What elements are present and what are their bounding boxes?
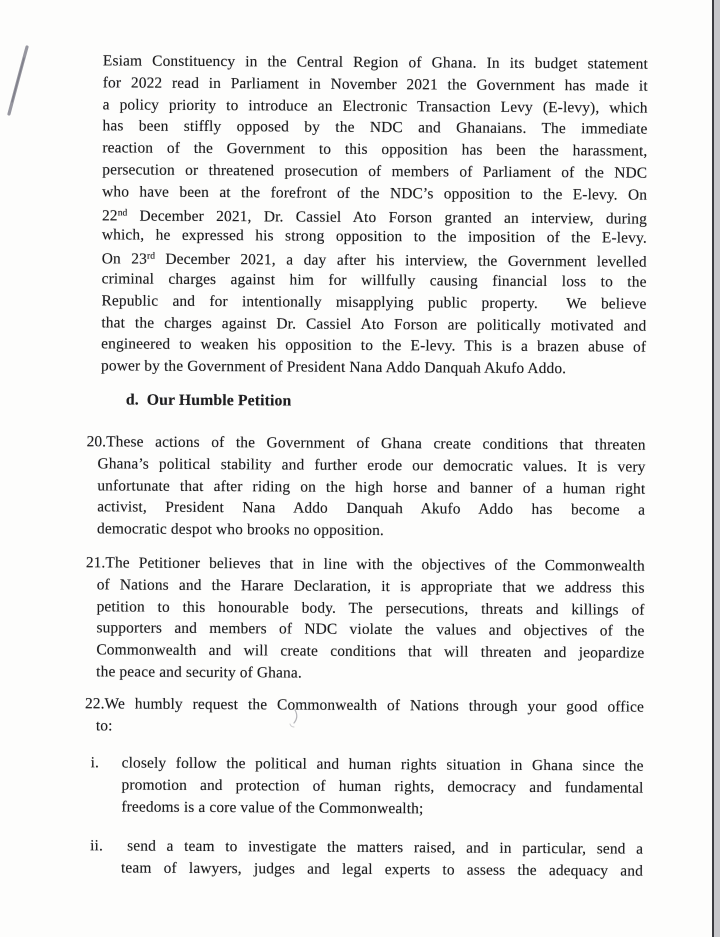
text-line: reaction of the Government to this opposition has been the harassment, (102, 139, 648, 160)
text-line: criminal charges against him for willfully causing financial loss to the (101, 270, 647, 291)
text-line (85, 693, 644, 718)
text-line: a policy priority to introduce an Electronic Transaction Levy (E-levy), which (102, 95, 648, 117)
text-line (86, 552, 645, 577)
text-line: Commonwealth and will create conditions that will threaten and jeopardize (96, 641, 645, 662)
paragraph-number: 20. (86, 433, 107, 451)
text-line: of Nations and the Harare Declaration, it is appropriate that we address this (96, 576, 645, 597)
section-heading (126, 389, 646, 414)
text-run: These actions of the Government of Ghana create conditions that threaten (106, 433, 646, 454)
text-run: December 2021, a day after his interview, the Government levelled (154, 250, 647, 271)
paragraph-number: 21. (85, 554, 106, 572)
text-line: has been stiffly opposed by the NDC and Ghanaians. The immediate (102, 117, 648, 139)
text-line (87, 431, 646, 456)
text-line: Esiam Constituency in the Central Region of Ghana. In its budget statement (102, 52, 648, 73)
text-run: 22 (101, 206, 118, 225)
text-line: to: (95, 716, 113, 734)
text-line: send a team to investigate the matters raised, and in particular, send a (127, 837, 644, 858)
section-heading-marker: d. (125, 391, 139, 409)
text-line: supporters and members of NDC violate the values and objectives of the (96, 619, 645, 640)
text-line: team of lawyers, judges and legal experts to assess the adequacy and (120, 858, 644, 880)
text-line: persecution or threatened prosecution of members of Parliament of the NDC (102, 161, 648, 182)
text-run: The Petitioner believes that in line with the objectives of the Commonwealth (105, 554, 645, 575)
text-line: who have been at the forefront of the NDC’s opposition to the E-levy. On (102, 183, 648, 204)
paragraph-continuation (101, 50, 648, 380)
text-line: for 2022 read in Parliament in November 2021 the Government has made it (102, 74, 648, 95)
text-run: On 23 (101, 250, 148, 268)
roman-numeral-marker: ii. (90, 836, 104, 855)
text-line: power by the Government of President Nana Addo Danquah Akufo Addo. (101, 357, 567, 378)
list-item-ii (90, 835, 643, 882)
text-line: Republic and for intentionally misapplying public property. We believe (101, 292, 647, 313)
numbered-paragraph-21 (85, 552, 645, 686)
scan-edge-shadow (714, 0, 720, 937)
roman-numeral-marker: i. (90, 754, 100, 772)
text-line: Ghana’s political stability and further erode our democratic values. It is very (97, 455, 646, 476)
document-content (84, 50, 648, 882)
text-line: activist, President Nana Addo Danquah Akufo Addo has become a (97, 498, 646, 520)
text-line: closely follow the political and human rights situation in Ghana since the (121, 754, 644, 775)
numbered-paragraph-22 (84, 693, 645, 740)
numbered-paragraph-20 (86, 431, 646, 543)
paragraph-number: 22. (84, 694, 105, 713)
scan-edge-line (712, 0, 714, 937)
text-line: petition to this honourable body. The persecutions, threats and killings of (96, 597, 645, 619)
text-line: democratic despot who brooks no opposition. (97, 520, 385, 540)
list-item-text (121, 753, 643, 822)
list-item-i (90, 753, 643, 822)
text-line: engineered to weaken his opposition to the E-levy. This is a brazen abuse of (101, 335, 647, 357)
text-line: promotion and protection of human rights, democracy and fundamental (121, 776, 644, 797)
text-line: freedoms is a core value of the Commonwealth; (121, 798, 424, 818)
text-run: We humbly request the Commonwealth of Nations through your good office (104, 695, 645, 716)
text-run: December 2021, Dr. Cassiel Ato Forson granted an interview, during (127, 207, 648, 228)
ordinal-superscript: rd (147, 251, 155, 262)
text-line: which, he expressed his strong opposition to the imposition of the E-levy. (101, 226, 647, 248)
pen-stroke-mark (0, 0, 40, 130)
list-item-text (121, 835, 643, 882)
text-line: unfortunate that after riding on the high horse and banner of a human right (97, 476, 646, 498)
text-line: that the charges against Dr. Cassiel Ato Forson are politically motivated and (101, 313, 647, 335)
section-heading-text: Our Humble Petition (146, 391, 292, 410)
ordinal-superscript: nd (117, 208, 128, 219)
text-line: the peace and security of Ghana. (96, 663, 302, 682)
